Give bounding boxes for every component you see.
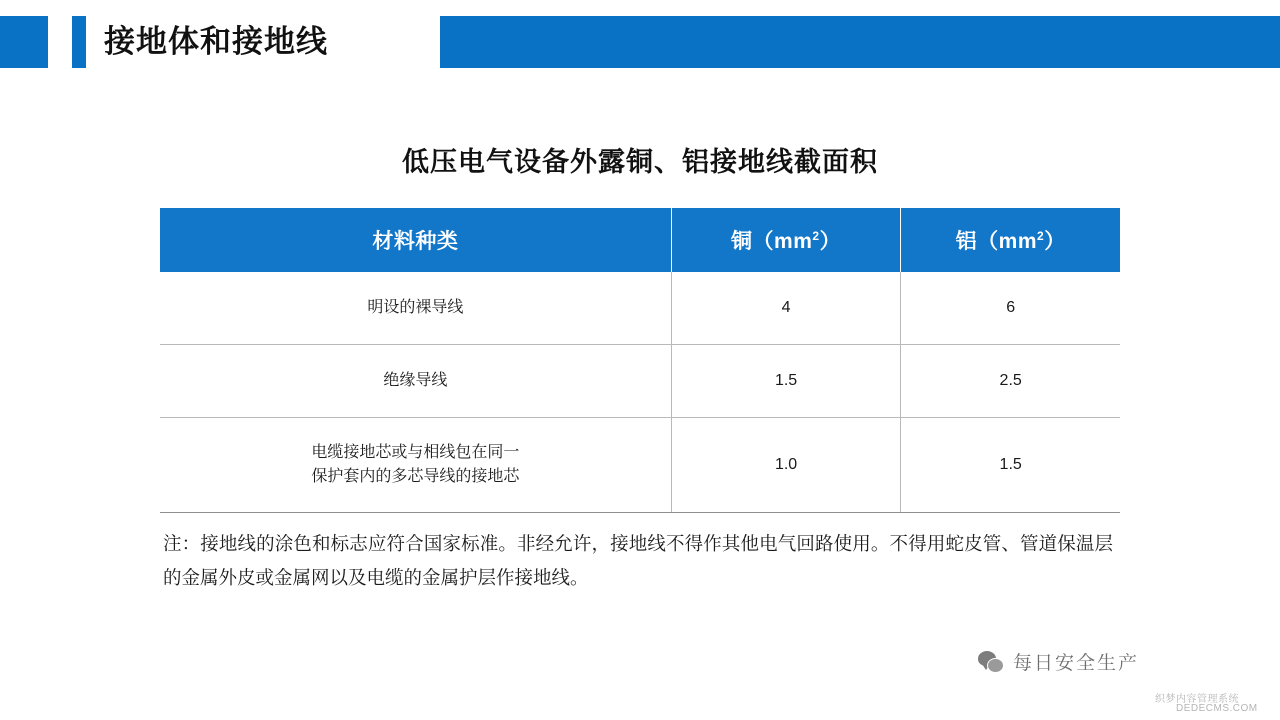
header-right-block bbox=[440, 16, 1280, 68]
table-body bbox=[160, 272, 1120, 513]
table-note: 注：接地线的涂色和标志应符合国家标准。非经允许，接地线不得作其他电气回路使用。不得用蛇皮管、管道保温层的金属外皮或金属网以及电缆的金属护层作接地线。 bbox=[163, 534, 1113, 590]
table-header-row bbox=[160, 208, 1120, 272]
aluminum-header-superscript: 2 bbox=[1037, 229, 1045, 243]
cell-material-line1: 电缆接地芯或与相线包在同一 bbox=[311, 444, 520, 461]
cell-aluminum: 1.5 bbox=[901, 418, 1120, 513]
column-header-aluminum bbox=[901, 208, 1120, 272]
cell-material bbox=[160, 418, 671, 513]
copper-header-text-end: ） bbox=[819, 230, 842, 253]
cell-material: 绝缘导线 bbox=[160, 345, 671, 418]
header-accent-bar bbox=[72, 16, 86, 68]
column-header-copper bbox=[671, 208, 901, 272]
table-row bbox=[160, 418, 1120, 513]
grounding-wire-table-wrapper bbox=[160, 208, 1120, 513]
table-head bbox=[160, 208, 1120, 272]
cell-aluminum: 2.5 bbox=[901, 345, 1120, 418]
cell-material: 明设的裸导线 bbox=[160, 272, 671, 345]
wechat-watermark bbox=[978, 648, 1139, 675]
copper-header-text: 铜（mm bbox=[731, 230, 813, 253]
column-header-material: 材料种类 bbox=[160, 208, 671, 272]
wechat-account-name: 每日安全生产 bbox=[1013, 652, 1140, 674]
table-row bbox=[160, 272, 1120, 345]
footer-watermark-url: DEDECMS.COM bbox=[1176, 703, 1258, 714]
header-left-block bbox=[0, 16, 48, 68]
cell-aluminum: 6 bbox=[901, 272, 1120, 345]
grounding-wire-table bbox=[160, 208, 1120, 513]
slide-header bbox=[0, 16, 1280, 68]
cell-copper: 4 bbox=[671, 272, 901, 345]
aluminum-header-text: 铝（mm bbox=[955, 230, 1038, 253]
table-row bbox=[160, 345, 1120, 418]
table-caption: 低压电气设备外露铜、铝接地线截面积 bbox=[402, 147, 878, 177]
copper-header-superscript: 2 bbox=[812, 229, 820, 243]
cell-copper: 1.0 bbox=[671, 418, 901, 513]
page-title: 接地体和接地线 bbox=[104, 24, 328, 59]
wechat-icon bbox=[978, 651, 1004, 673]
cell-material-line2: 保护套内的多芯导线的接地芯 bbox=[311, 468, 520, 485]
cell-copper: 1.5 bbox=[671, 345, 901, 418]
footer-watermark-cn: 织梦内容管理系统 bbox=[1155, 694, 1239, 705]
aluminum-header-text-end: ） bbox=[1044, 230, 1066, 253]
